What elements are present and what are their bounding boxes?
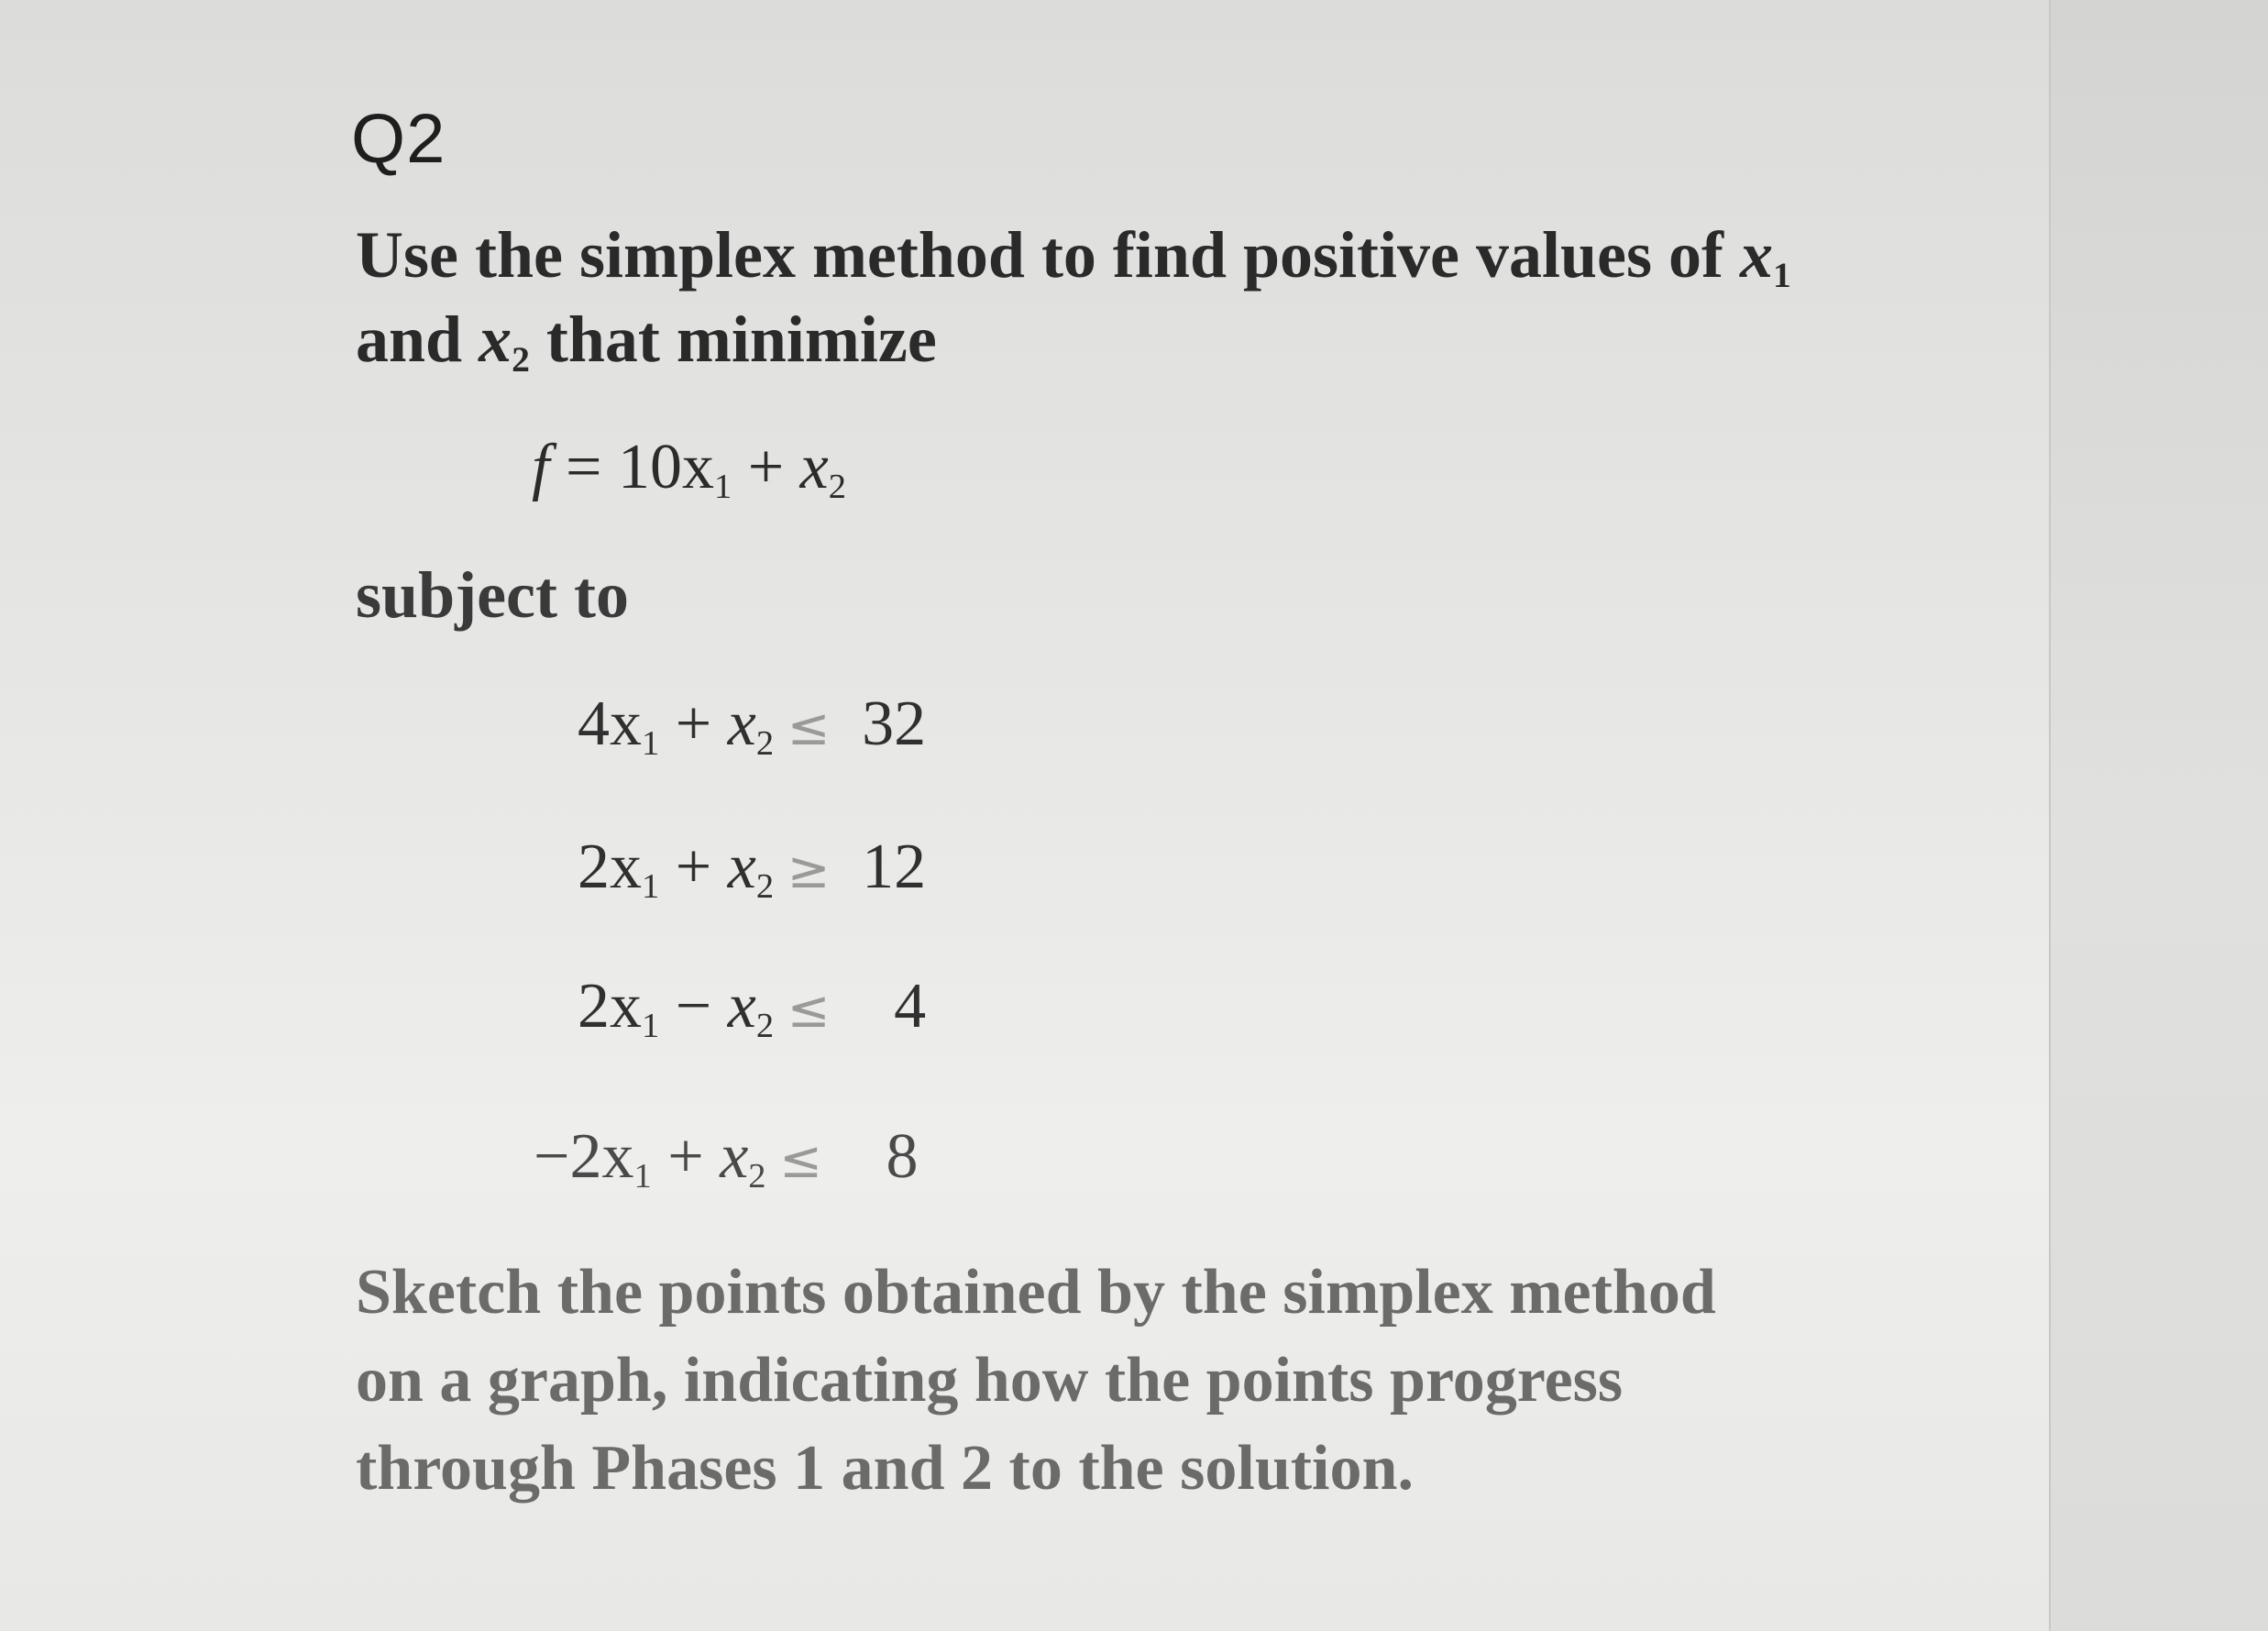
constraint-rhs: 12 — [862, 832, 927, 902]
variable-subscript: 1 — [642, 866, 660, 906]
equals-sign: = — [549, 432, 618, 502]
operator: + — [659, 832, 728, 902]
constraint-term-1: −2x — [534, 1121, 634, 1192]
operator: + — [659, 689, 728, 759]
constraint-term-1: 4x — [578, 689, 642, 759]
question-label: Q2 — [351, 100, 446, 178]
variable-subscript: 2 — [512, 339, 530, 380]
constraint-2 — [578, 831, 926, 904]
variable-x: x — [727, 689, 756, 759]
subject-to-label: subject to — [356, 558, 629, 632]
statement-text: and — [356, 303, 479, 376]
operator: − — [659, 971, 728, 1041]
constraint-1 — [578, 688, 926, 761]
inequality-sign: ≤ — [779, 1130, 822, 1190]
problem-statement — [356, 213, 1791, 381]
constraint-term-1: 2x — [578, 971, 642, 1041]
operator: + — [732, 432, 800, 502]
statement-text: that minimize — [529, 303, 937, 376]
problem-statement-line-2 — [356, 297, 1791, 381]
constraint-3 — [578, 970, 926, 1043]
variable-x: x — [720, 1121, 749, 1192]
problem-statement-line-1 — [356, 213, 1791, 297]
operator: + — [651, 1121, 721, 1192]
variable-subscript: 2 — [755, 1006, 775, 1045]
variable-x: x — [1740, 218, 1773, 292]
constraint-rhs: 8 — [886, 1121, 919, 1192]
variable-subscript: 1 — [642, 1006, 660, 1045]
variable-subscript: 1 — [633, 1156, 652, 1196]
objective-f: f — [532, 432, 550, 502]
variable-subscript: 2 — [828, 467, 846, 506]
variable-subscript: 1 — [1773, 255, 1791, 296]
objective-function — [532, 431, 846, 504]
constraint-rhs: 32 — [862, 689, 927, 759]
inequality-sign: ≤ — [787, 698, 831, 757]
variable-x: x — [727, 971, 756, 1041]
variable-x: x — [727, 832, 756, 902]
variable-x: x — [799, 432, 829, 502]
constraint-rhs: 4 — [894, 971, 927, 1041]
sketch-line-1: Sketch the points obtained by the simplex method — [356, 1257, 1716, 1328]
sketch-line-3: through Phases 1 and 2 to the solution. — [356, 1433, 1414, 1504]
statement-text: Use the simplex method to find positive values of — [356, 218, 1740, 292]
variable-x: x — [479, 303, 512, 376]
constraint-term-1: 2x — [578, 832, 642, 902]
sketch-line-2: on a graph, indicating how the points progress — [356, 1345, 1624, 1416]
variable-subscript: 2 — [748, 1156, 766, 1196]
variable-subscript: 1 — [642, 723, 660, 763]
variable-subscript: 1 — [713, 467, 732, 506]
variable-subscript: 2 — [755, 723, 775, 763]
inequality-sign: ≥ — [787, 841, 831, 900]
constraint-4 — [534, 1120, 919, 1194]
objective-term-1: 10x — [617, 432, 714, 502]
variable-subscript: 2 — [755, 866, 775, 906]
inequality-sign: ≤ — [787, 980, 831, 1040]
sketch-instruction — [356, 1249, 1716, 1513]
